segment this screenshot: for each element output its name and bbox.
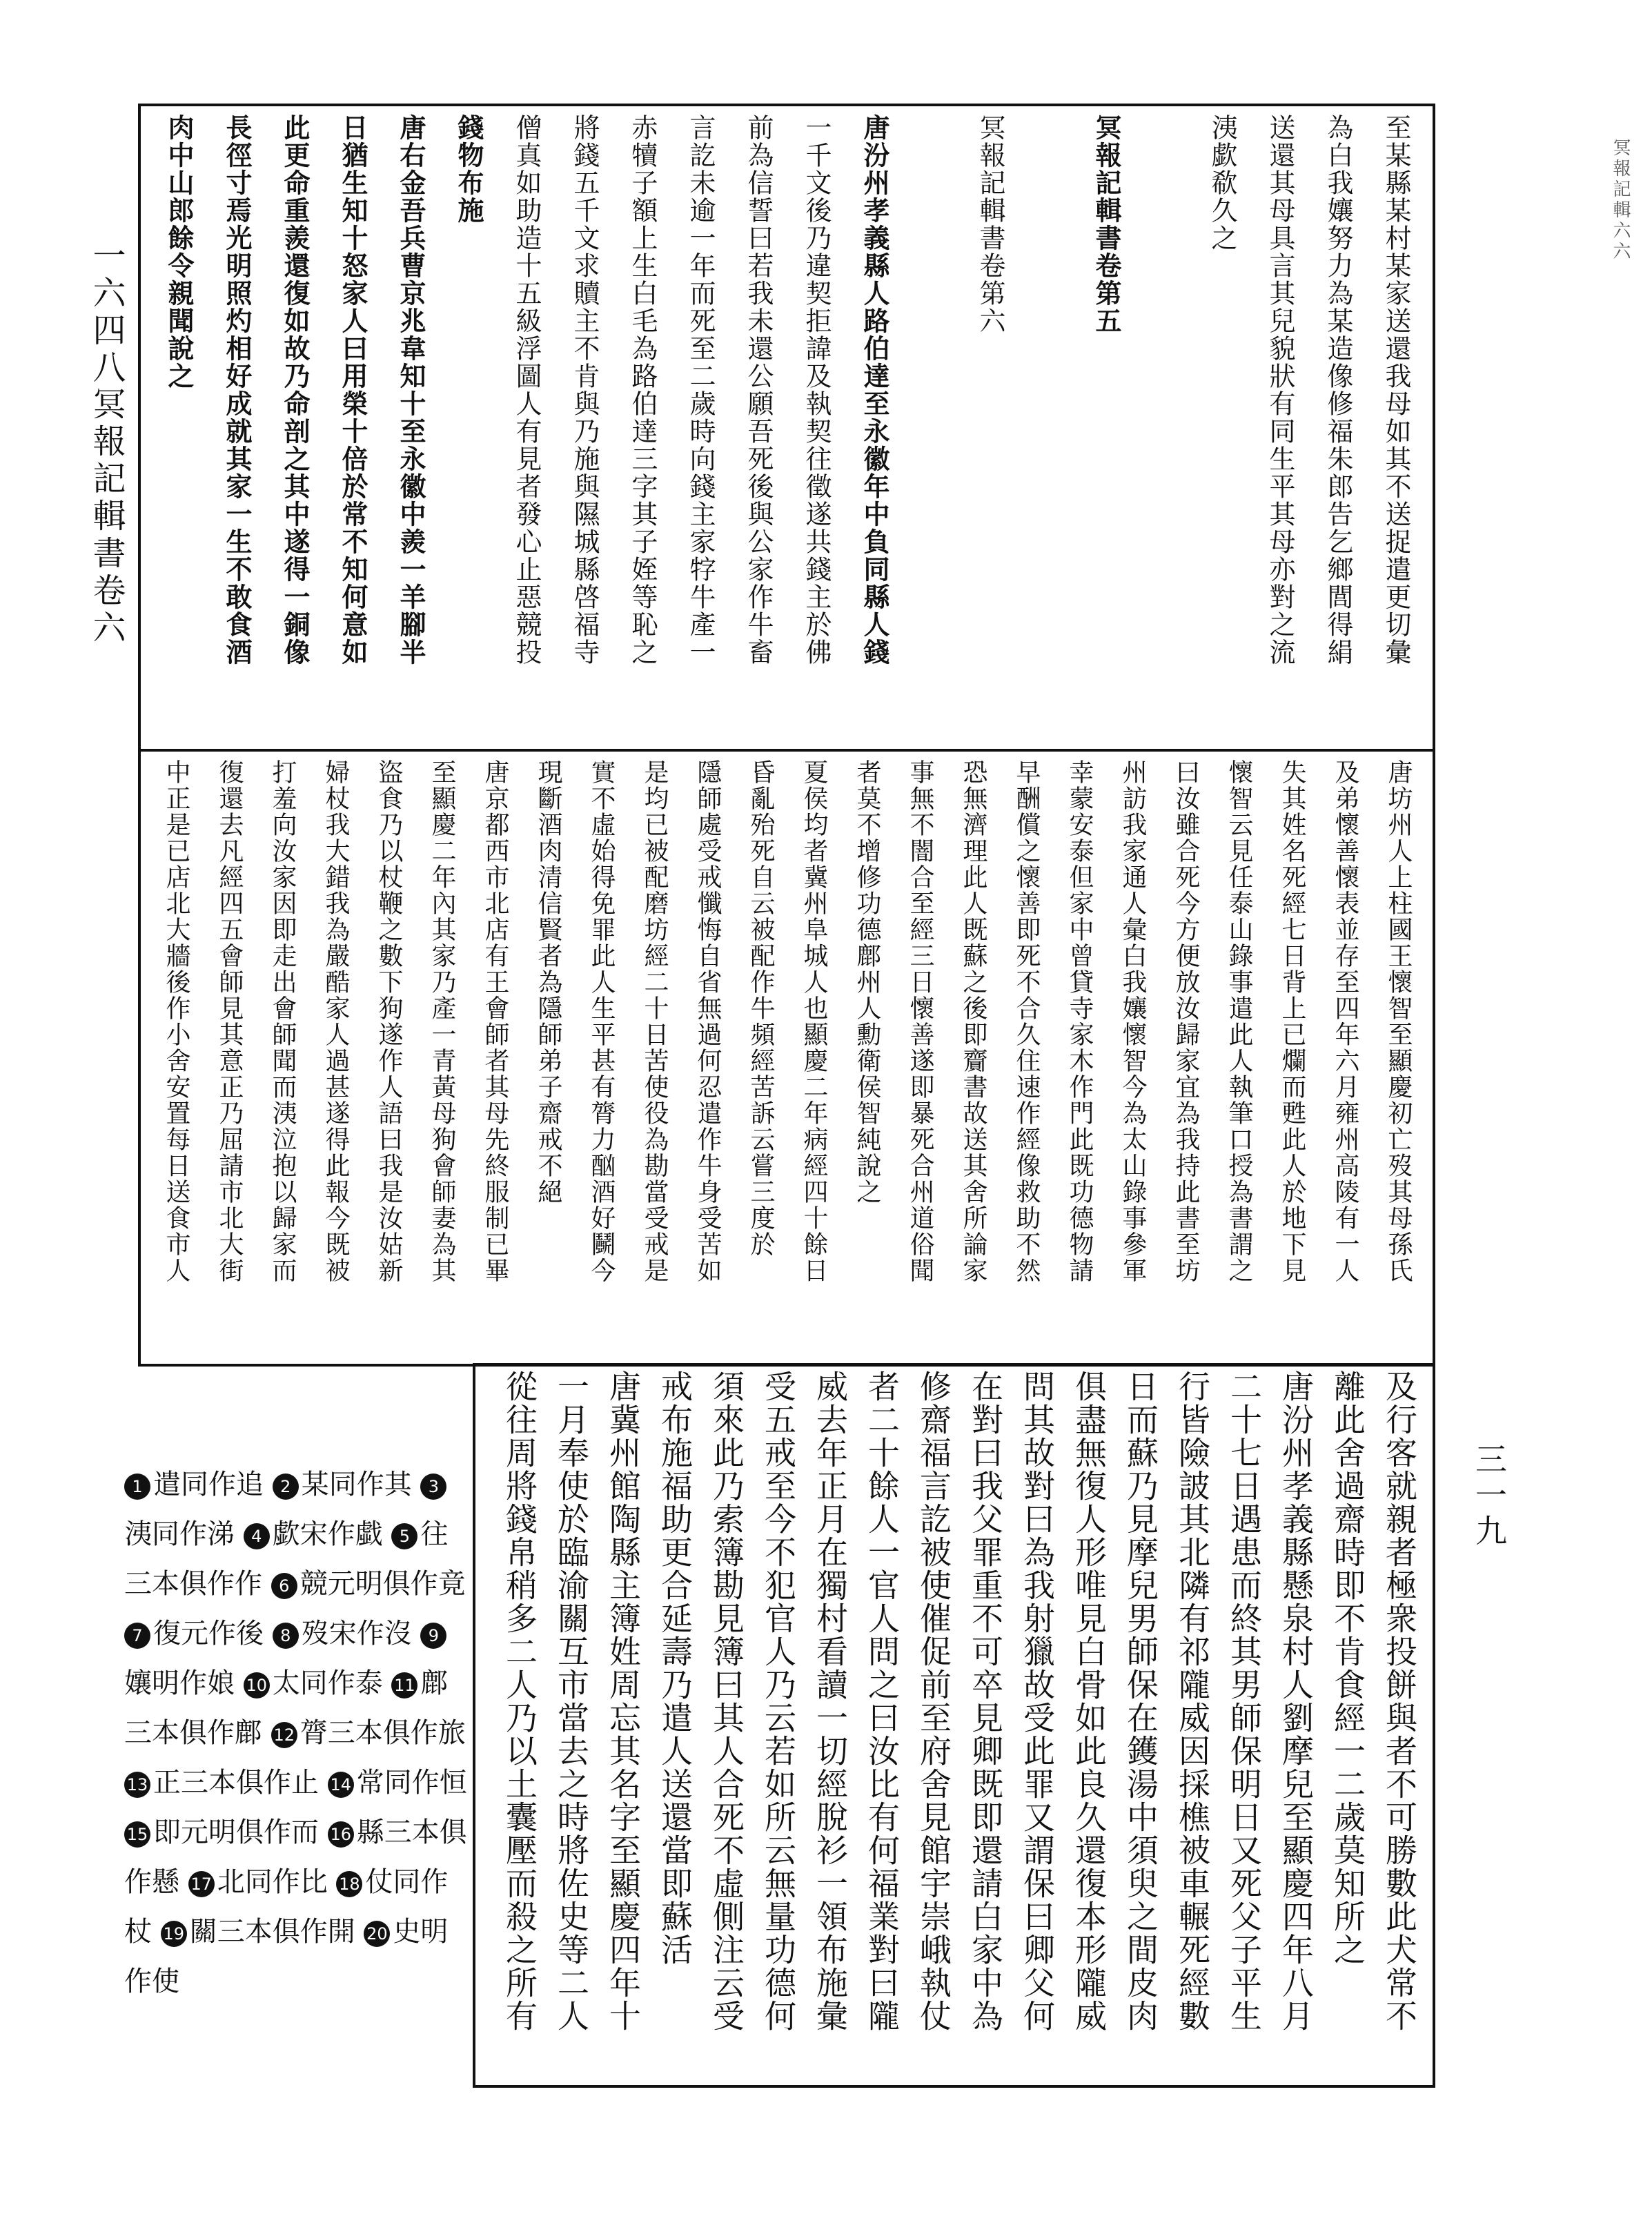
text-column: 前為信誓曰若我未還公願吾死後與公家作牛畜 [743,114,774,666]
note-text: 常同作恒 [356,1767,467,1799]
text-column: 婦杖我大錯我為嚴酷家人過甚遂得此報今既被 [322,759,350,1284]
text-column: 問其故對曰為我射獵故受此罪又謂保曰卿父何 [1019,1370,1056,2033]
text-column: 一月奉使於臨渝關互市當去之時將佐史等二人 [553,1370,590,2033]
text-column: 州訪我家通人彙白我孃懷智今為太山錄事參軍 [1119,759,1147,1284]
text-column: 曰汝雖合死今方便放汝歸家宜為我持此書至坊 [1172,759,1200,1284]
note-text: 太同作泰 [272,1667,383,1699]
note-number-badge: 12 [271,1722,297,1748]
note-text: 關三本俱作開 [189,1916,355,1948]
text-column: 昏亂殆死自云被配作牛頻經苦訴云嘗三度於 [747,759,775,1257]
text-column: 肉中山郎餘令親聞說之 [164,114,195,390]
note-number-badge: 11 [391,1672,417,1699]
text-column: 者莫不增修功德鄜州人勳衛侯智純說之 [853,759,881,1205]
collation-note [124,1817,328,1848]
collation-note [188,1866,337,1898]
text-column: 威去年正月在獨村看讀一切經脫衫一領布施彙 [812,1370,849,2033]
text-column: 及弟懷善懷表並存至四年六月雍州高陵有一人 [1331,759,1359,1284]
note-number-badge: 6 [271,1573,297,1599]
note-number-badge: 19 [161,1921,187,1947]
text-column: 恐無濟理此人既蘇之後即齎書故送其舍所論家 [959,759,987,1284]
text-column: 者二十餘人一官人問之曰汝比有何福業對曰隴 [863,1370,901,2033]
collation-note [161,1916,364,1948]
note-number-badge: 13 [124,1772,150,1798]
text-column: 夏侯均者冀州阜城人也顯慶二年病經四十餘日 [800,759,828,1284]
note-number-badge: 16 [328,1821,354,1848]
lower-panel [483,1370,1425,2081]
note-text: 正三本俱作止 [153,1767,319,1799]
note-text: 歿宋作沒 [301,1618,412,1649]
text-column: 打羞向汝家因即走出會師聞而洟泣抱以歸家而 [268,759,297,1284]
text-column: 早酬償之懷善即死不合久住速作經像救助不然 [1012,759,1041,1284]
note-number-badge: 17 [188,1871,215,1897]
text-column: 日而蘇乃見摩兒男師保在鑊湯中須臾之間皮肉 [1122,1370,1159,2033]
text-column: 洟歔欷久之 [1207,114,1237,252]
text-column: 為白我孃努力為某造像修福朱郎告乞鄉閭得絹 [1323,114,1353,666]
text-column: 赤犢子額上生白毛為路伯達三字其子姪等恥之 [627,114,658,666]
edge-mark: 冥報記輯六六 [1610,138,1631,262]
note-text: 洟同作涕 [124,1518,235,1550]
text-column: 須來此乃索簿勘見簿曰其人合死不虛側注云受 [708,1370,745,2033]
text-column: 唐坊州人上柱國王懷智至顯慶初亡歿其母孫氏 [1384,759,1413,1284]
note-text: 歔宋作戱 [272,1518,383,1550]
text-column: 幸蒙安泰但家中曾貸寺家木作門此既功德物請 [1065,759,1094,1284]
note-number-badge: 9 [420,1623,446,1649]
note-text: 膂三本俱作旅 [299,1717,466,1749]
note-number-badge: 2 [273,1474,299,1500]
collation-note [273,1469,421,1500]
collation-note [273,1618,421,1649]
text-column: 日猶生知十怒家人曰用榮十倍於常不知何意如 [337,114,368,666]
text-column: 唐汾州孝義縣人路伯達至永徽年中負同縣人錢 [859,114,890,666]
note-text: 史明作使 [124,1916,449,1997]
text-column: 是均已被配磨坊經二十日苦使役為勘當受戒是 [640,759,669,1284]
text-column: 受五戒至今不犯官人乃云若如所云無量功德何 [760,1370,797,2033]
note-number-badge: 3 [420,1474,446,1500]
text-column: 一千文後乃違契拒諱及執契往徵遂共錢主於佛 [801,114,832,666]
middle-panel [148,759,1425,1360]
text-column: 言訖未逾一年而死至二歲時向錢主家牸牛產一 [685,114,716,666]
text-column: 此更命重羨還復如故乃命剖之其中遂得一銅像 [279,114,311,666]
text-column: 實不虛始得免罪此人生平甚有膂力酗酒好鬭今 [587,759,616,1284]
note-text: 即元明俱作而 [153,1817,319,1848]
note-text: 北同作比 [217,1866,328,1898]
collation-note [124,1767,328,1799]
collation-notes [124,1460,469,2006]
text-column [1019,114,1077,742]
text-column: 在對曰我父罪重不可卒見卿既即還請白家中為 [967,1370,1004,2033]
text-column: 修齋福言訖被使催促前至府舍見館宇崇峨執仗 [915,1370,952,2033]
note-number-badge: 14 [328,1772,354,1798]
outer-page-number: 一六四八 [87,238,126,387]
note-number-badge: 8 [273,1623,299,1649]
text-column: 錢物布施 [453,114,484,224]
text-column: 至顯慶二年內其家乃產一青黃母狗會師妻為其 [428,759,456,1284]
text-column: 至某縣某村某家送還我母如其不送捉遣更切彙 [1381,114,1411,666]
text-column: 及行客就親者極衆投餅與者不可勝數此犬常不 [1381,1370,1418,2033]
collation-note [244,1518,392,1550]
note-text: 某同作其 [301,1469,412,1500]
note-text: 孃明作娘 [124,1667,235,1699]
text-column: 二十七日遇患而終其男師保明日又死父子平生 [1226,1370,1263,2033]
note-text: 競元明俱作竟 [299,1568,466,1600]
text-column: 事無不闇合至經三日懷善遂即暴死合州道俗聞 [906,759,934,1284]
collation-note [271,1568,466,1600]
text-column: 冥報記輯書卷第五 [1091,114,1122,335]
text-column: 離此舍過齋時即不肯食經一二歲莫知所之 [1329,1370,1366,1966]
text-column: 唐冀州館陶縣主簿姓周忘其名字至顯慶四年十 [604,1370,642,2033]
text-column: 從往周將錢帛稍多二人乃以土囊壓而殺之所有 [501,1370,538,2033]
collation-note [244,1667,392,1699]
text-column: 唐京都西市北店有王會師者其母先終服制已畢 [481,759,509,1284]
text-column: 唐汾州孝義縣懸泉村人劉摩兒至顯慶四年八月 [1277,1370,1315,2033]
inner-page-number: 三一九 [1471,1442,1508,1550]
note-text: 仗同作杖 [124,1866,449,1948]
note-number-badge: 7 [124,1623,150,1649]
text-column: 隱師處受戒懺悔自省無過何忍遣作牛身受苦如 [694,759,722,1284]
note-text: 鄜三本俱作鄜 [124,1667,449,1749]
text-column: 長徑寸焉光明照灼相好成就其家一生不敢食酒 [222,114,253,666]
text-column: 僧真如助造十五級浮圖人有見者發心止惡競投 [511,114,542,666]
note-number-badge: 1 [124,1474,150,1500]
note-number-badge: 4 [244,1523,270,1549]
note-number-badge: 20 [364,1921,390,1947]
text-column: 復還去凡經四五會師見其意正乃屈請市北大街 [215,759,244,1284]
text-column: 冥報記輯書卷第六 [975,114,1005,335]
text-column: 戒布施福助更合延壽乃遣人送還當即蘇活 [656,1370,694,1966]
top-panel [148,114,1425,742]
collation-note [124,1469,273,1500]
text-column: 失其姓名死經七日背上已爛而甦此人於地下見 [1278,759,1306,1284]
collation-note [271,1717,466,1749]
text-column: 現斷酒肉清信賢者為隱師弟子齋戒不絕 [534,759,562,1205]
text-column: 將錢五千文求贖主不肯與乃施與隰城縣啓福寺 [569,114,600,666]
text-column: 盜食乃以杖鞭之數下狗遂作人語曰我是汝姑新 [375,759,403,1284]
text-column: 懷智云見任泰山錄事遣此人執筆口授為書謂之 [1225,759,1253,1284]
top-divider [138,749,1435,752]
note-text: 遣同作追 [153,1469,264,1500]
text-column: 俱盡無復人形唯見白骨如此良久還復本形隴威 [1070,1370,1108,2033]
note-number-badge: 15 [124,1821,150,1848]
lower-left-rule [473,1363,475,2088]
note-number-badge: 5 [391,1523,417,1549]
note-number-badge: 10 [244,1672,270,1699]
note-text: 往三本俱作作 [124,1518,449,1600]
note-text: 縣三本俱作懸 [124,1817,467,1898]
note-text: 復元作後 [153,1618,264,1649]
text-column: 唐右金吾兵曹京兆韋知十至永徽中羨一羊腳半 [395,114,426,666]
text-column [1135,114,1193,742]
collation-note [124,1618,273,1649]
collation-note [328,1767,467,1799]
text-column [903,114,961,742]
text-column: 送還其母具言其兒貌狀有同生平其母亦對之流 [1265,114,1295,666]
note-number-badge: 18 [336,1871,362,1897]
text-column: 中正是已店北大牆後作小舍安置每日送食市人 [162,759,190,1284]
running-title: 冥報記輯書卷六 [87,386,126,647]
text-column: 行皆險詖其北隣有祁隴威因採樵被車輾死經數 [1174,1370,1211,2033]
